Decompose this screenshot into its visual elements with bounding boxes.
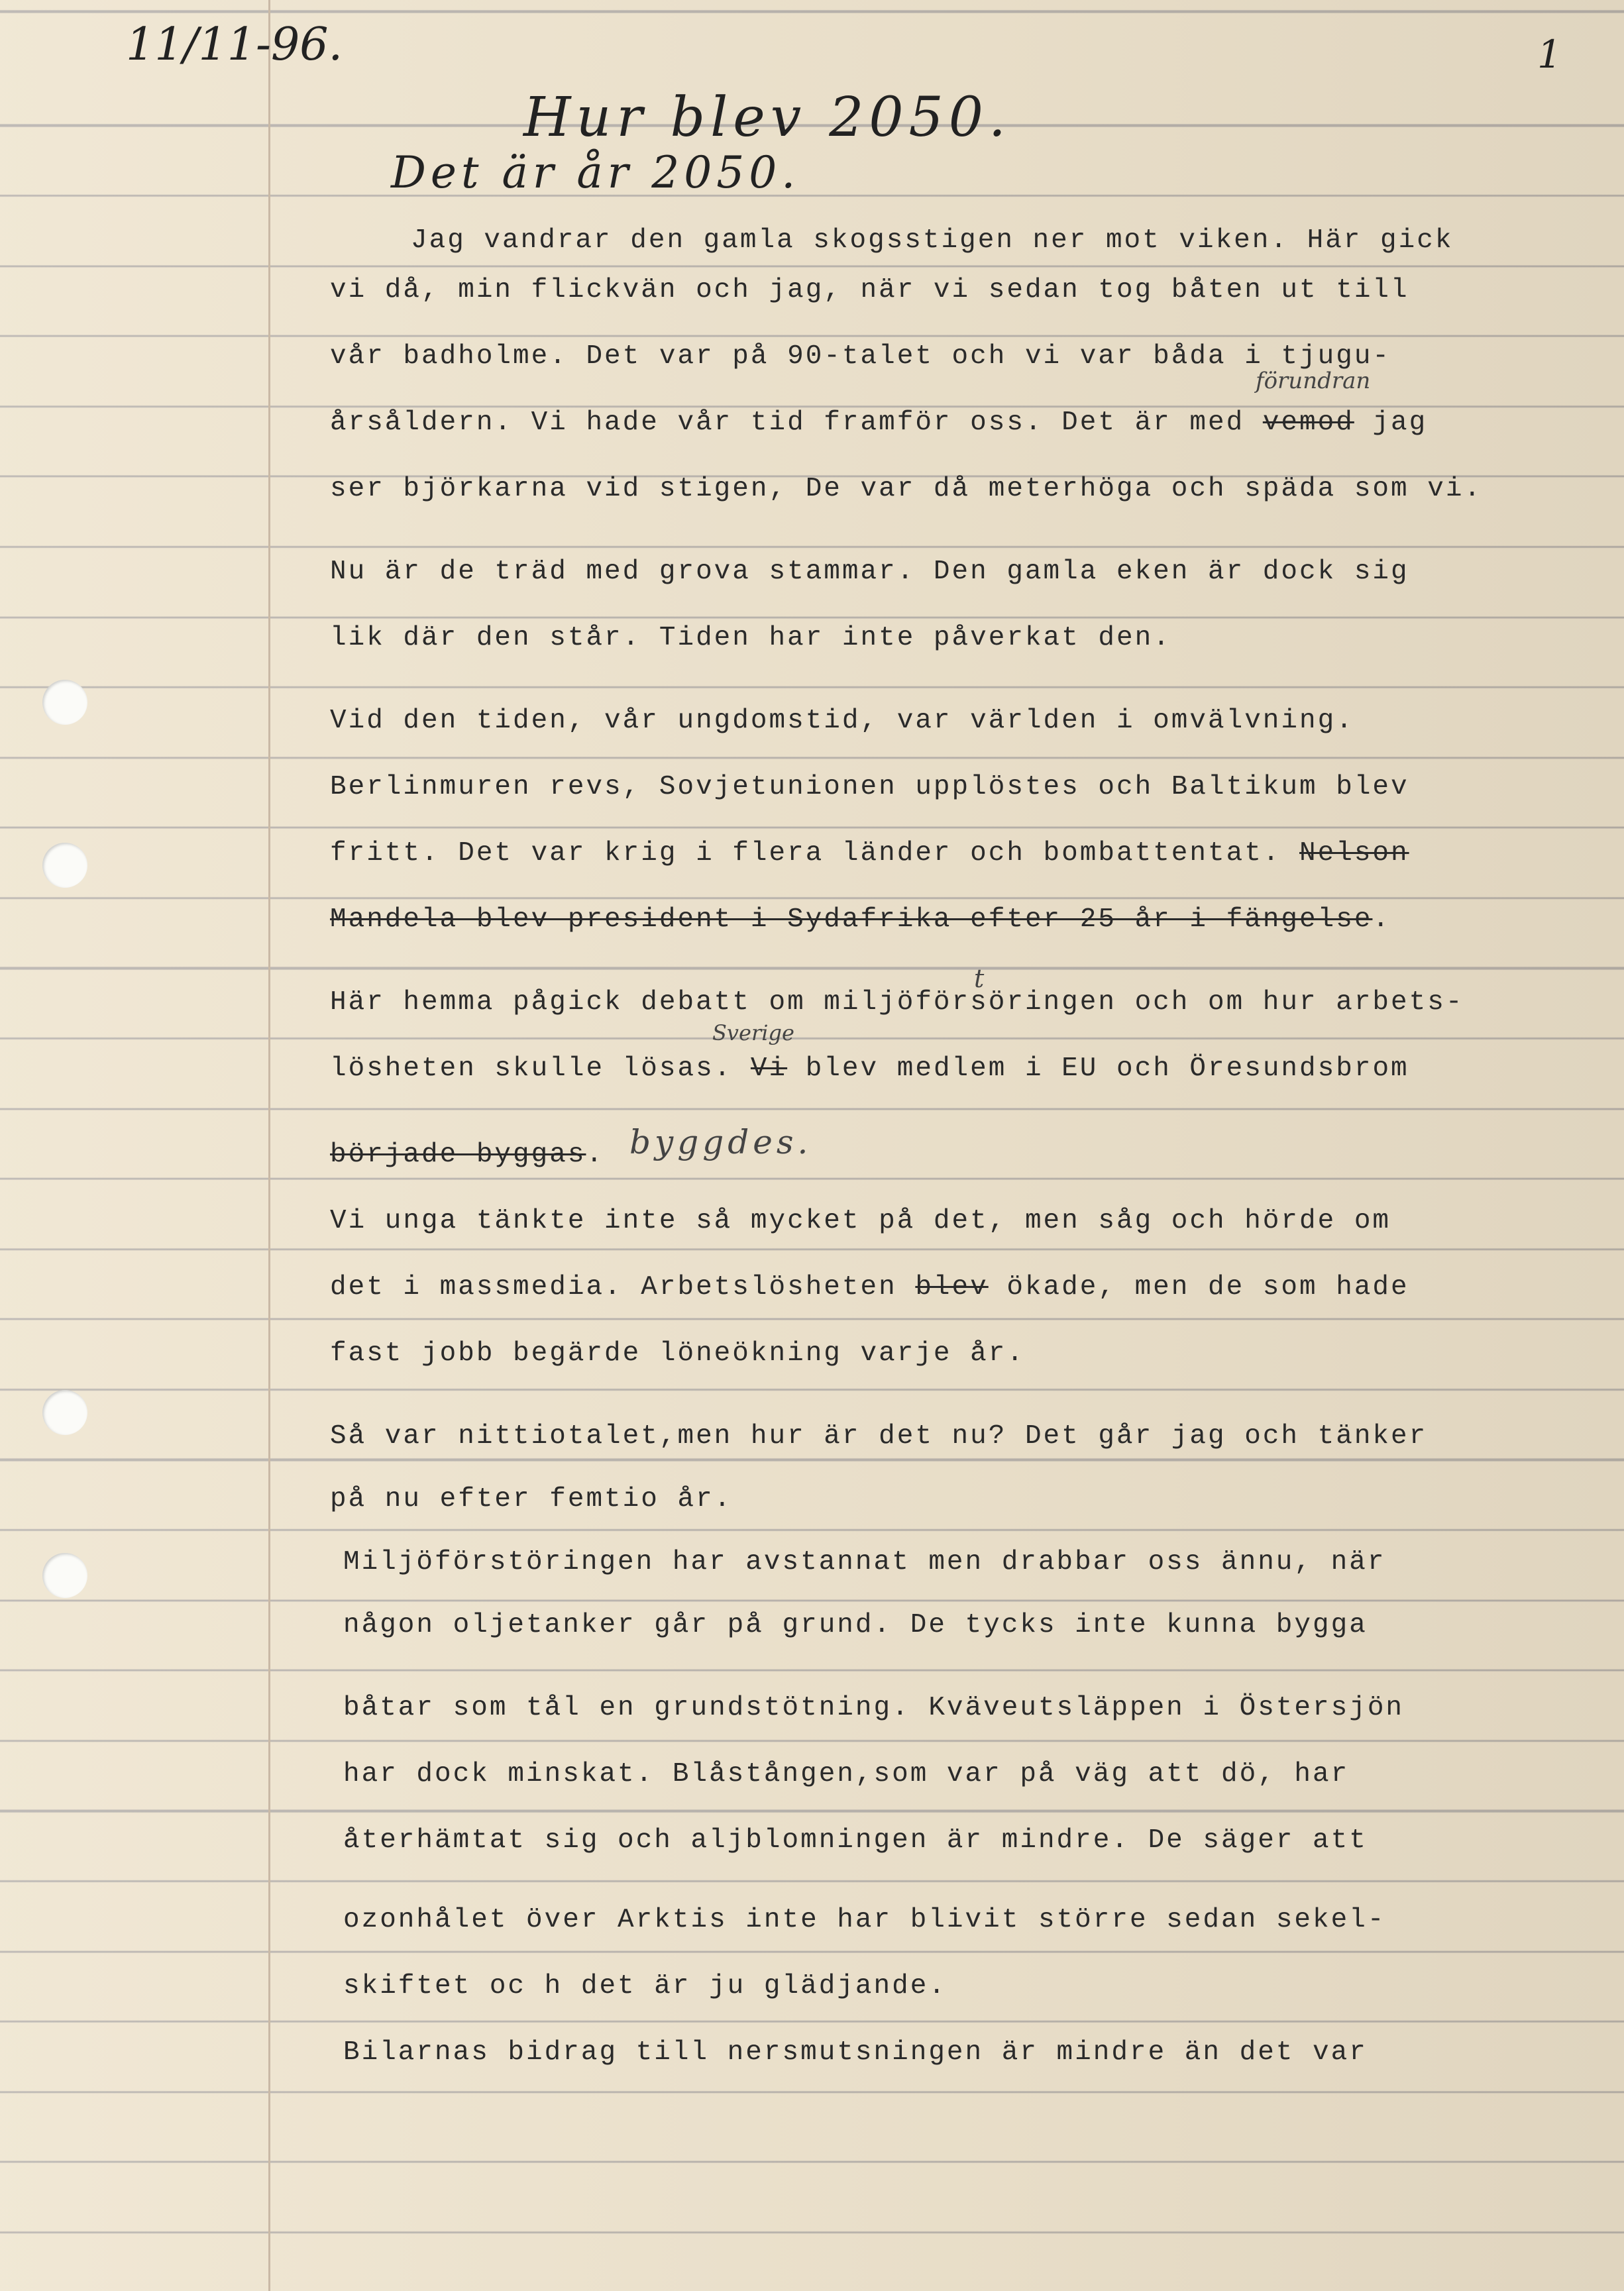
typed-line: Jag vandrar den gamla skogsstigen ner mot viken. Här gick (411, 225, 1454, 256)
typed-line (330, 1053, 1409, 1084)
punch-hole (42, 1553, 87, 1598)
typed-line: återhämtat sig och aljblomningen är mindre. De säger att (343, 1825, 1368, 1856)
typed-line: på nu efter femtio år. (330, 1484, 733, 1515)
insertion-sverige: Sverige (712, 1020, 794, 1045)
typed-line: fast jobb begärde löneökning varje år. (330, 1338, 1025, 1369)
struck-text: vemod (1262, 407, 1354, 438)
typed-line: vi då, min flickvän och jag, när vi sedan tog båten ut till (330, 275, 1409, 305)
typed-text: jag (1354, 407, 1428, 438)
typed-line: Miljöförstöringen har avstannat men drabbar oss ännu, när (343, 1547, 1386, 1577)
punch-hole (42, 680, 87, 725)
struck-text: Vi (750, 1053, 788, 1084)
typed-line: båtar som tål en grundstötning. Kväveutsläppen i Östersjön (343, 1693, 1405, 1723)
typed-text: lösheten skulle lösas. (330, 1053, 751, 1084)
struck-text: började byggas (330, 1140, 586, 1170)
typed-line: Berlinmuren revs, Sovjetunionen upplöstes och Baltikum blev (330, 772, 1409, 802)
margin-line (268, 0, 270, 2291)
typed-line: Så var nittiotalet,men hur är det nu? Det går jag och tänker (330, 1421, 1428, 1452)
struck-text: blev (915, 1272, 989, 1303)
punch-hole (42, 1390, 87, 1435)
typed-line (330, 904, 1391, 935)
typed-line: Här hemma pågick debatt om miljöförsöringen och om hur arbets- (330, 987, 1464, 1018)
punch-hole (42, 843, 87, 888)
typed-line: ozonhålet över Arktis inte har blivit större sedan sekel- (343, 1905, 1386, 1935)
typed-line: Bilarnas bidrag till nersmutsningen är mindre än det var (343, 2037, 1368, 2068)
typed-line: skiftet oc h det är ju glädjande. (343, 1971, 947, 2001)
page-subtitle: Det är år 2050. (391, 147, 800, 198)
page-number: 1 (1537, 32, 1562, 77)
typed-line: har dock minskat. Blåstången,som var på väg att dö, har (343, 1759, 1350, 1789)
typed-line: Nu är de träd med grova stammar. Den gamla eken är dock sig (330, 557, 1409, 587)
struck-text: Mandela blev president i Sydafrika efter 25 år i fängelse (330, 904, 1373, 935)
insertion-byggdes: byggdes. (629, 1123, 812, 1161)
insertion-t-mark: t (974, 964, 985, 993)
typed-text: ökade, men de som hade (988, 1272, 1409, 1303)
typed-text: blev medlem i EU och Öresundsbrom (787, 1053, 1409, 1084)
typed-line (330, 1140, 604, 1170)
typed-line: Vi unga tänkte inte så mycket på det, men såg och hörde om (330, 1206, 1391, 1236)
typed-line: vår badholme. Det var på 90-talet och vi var båda i tjugu- (330, 341, 1391, 372)
struck-text: Nelson (1299, 838, 1409, 869)
typed-text: . (586, 1140, 605, 1170)
typed-line (330, 407, 1427, 438)
typed-line: någon oljetanker går på grund. De tycks inte kunna bygga (343, 1610, 1368, 1640)
typed-text: det i massmedia. Arbetslösheten (330, 1272, 916, 1303)
typed-line (330, 1272, 1409, 1303)
page-title: Hur blev 2050. (523, 86, 1011, 149)
typed-line (330, 838, 1409, 869)
typed-line: ser björkarna vid stigen, De var då meterhöga och späda som vi. (330, 474, 1483, 504)
insertion-forundran: förundran (1256, 368, 1371, 394)
typed-text: . (1372, 904, 1391, 935)
typed-line: lik där den står. Tiden har inte påverkat den. (330, 623, 1171, 653)
typed-line: Vid den tiden, vår ungdomstid, var världen i omvälvning. (330, 706, 1354, 736)
typed-text: årsåldern. Vi hade vår tid framför oss. Det är med (330, 407, 1263, 438)
typed-text: fritt. Det var krig i flera länder och bombattentat. (330, 838, 1300, 869)
handwritten-date: 11/11-96. (126, 19, 343, 71)
